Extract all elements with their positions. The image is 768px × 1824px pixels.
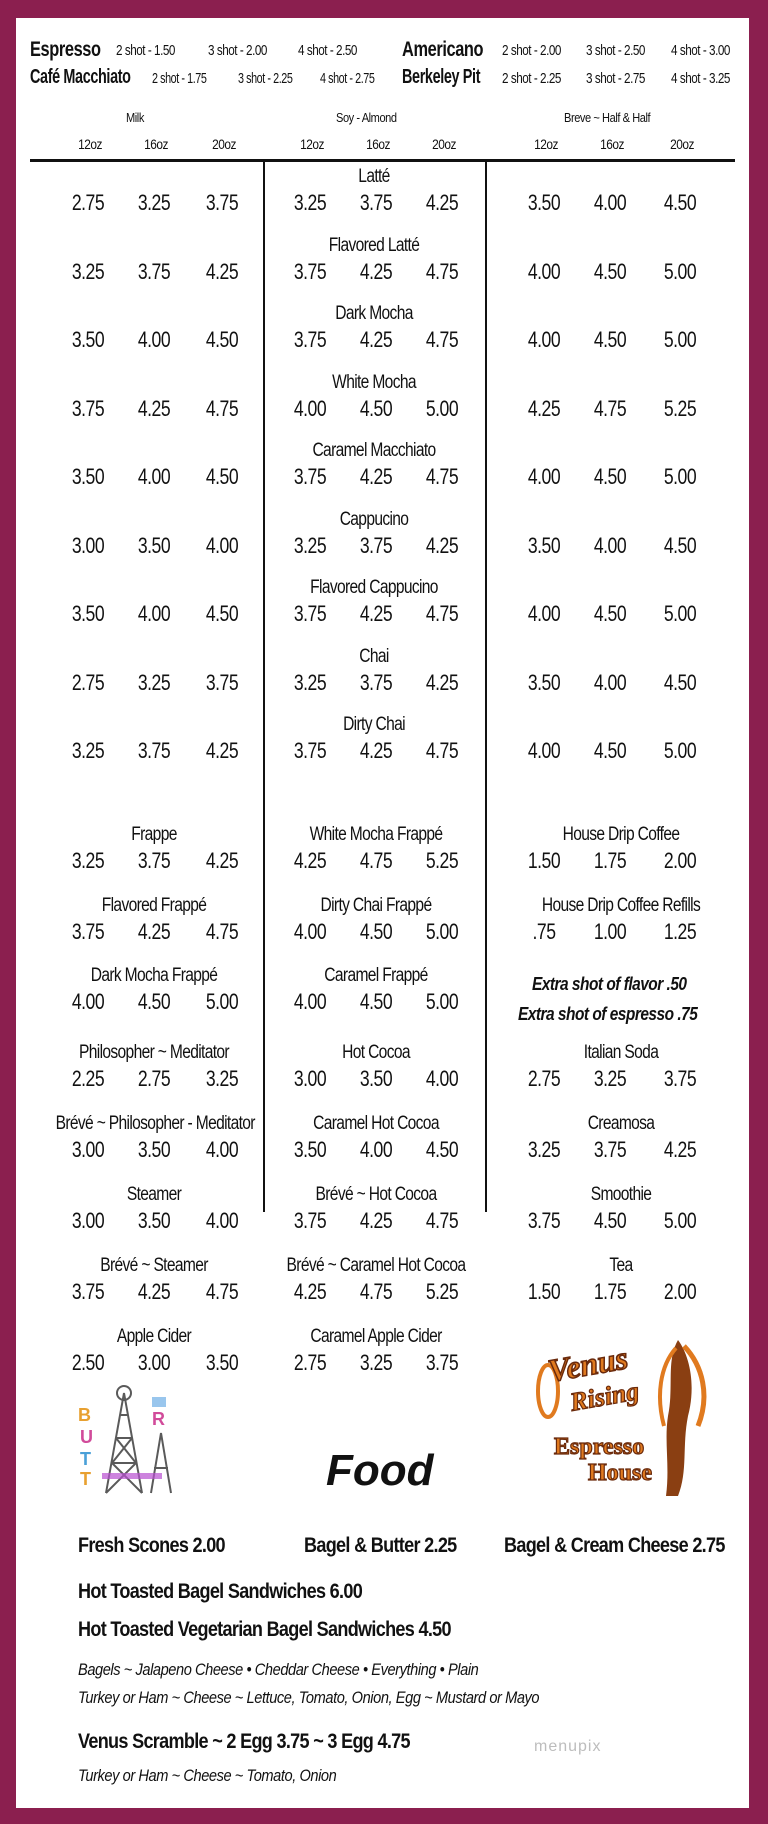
price-breve: 4.25: [527, 395, 561, 421]
price-soy: 4.25: [359, 601, 393, 626]
price-milk: 2.75: [71, 669, 105, 695]
menu-item-name: Caramel Hot Cocoa: [313, 1113, 439, 1134]
menu-item-price: 4.50: [359, 989, 393, 1014]
menu-item-price: 4.25: [293, 848, 327, 873]
menu-item-price: 2.75: [527, 1066, 561, 1091]
menu-item-price: 3.00: [137, 1350, 171, 1375]
menu-item-price: 4.25: [137, 918, 171, 944]
watermark: menupix: [534, 1738, 602, 1755]
menu-item-price: 5.00: [425, 989, 459, 1014]
menu-item-price: 3.00: [293, 1066, 327, 1091]
menu-item-name: Hot Cocoa: [342, 1042, 410, 1063]
price-soy: 4.75: [425, 327, 459, 352]
price-milk: 3.25: [137, 190, 171, 215]
price-soy: 4.25: [425, 669, 459, 695]
menu-item-price: 3.50: [137, 1208, 171, 1233]
menu-item-price: 4.75: [359, 848, 393, 873]
price-milk: 4.00: [137, 327, 171, 352]
menu-item-price: 2.25: [71, 1066, 105, 1091]
price-soy: 4.25: [359, 464, 393, 489]
menu-item-price: 2.00: [663, 1279, 697, 1304]
menu-item-price: 5.00: [205, 989, 239, 1014]
menu-item-price: 4.00: [205, 1208, 239, 1233]
venus-scramble: Venus Scramble ~ 2 Egg 3.75 ~ 3 Egg 4.75: [78, 1730, 410, 1753]
menu-item-price: 3.25: [359, 1350, 393, 1375]
menu-item-name: Steamer: [126, 1184, 182, 1205]
svg-text:T: T: [80, 1469, 91, 1489]
price-milk: 3.75: [71, 395, 105, 421]
espresso-price-2: 2 shot - 1.50: [116, 42, 175, 59]
menu-item-price: 5.00: [663, 1208, 697, 1233]
menu-item-price: 3.75: [71, 918, 105, 944]
drink-name: Caramel Macchiato: [312, 440, 436, 461]
menu-item-price: 2.50: [71, 1350, 105, 1375]
price-soy: 4.25: [359, 327, 393, 352]
price-milk: 3.25: [71, 738, 105, 763]
sandwich-fillings: Turkey or Ham ~ Cheese ~ Lettuce, Tomato, Onion, Egg ~ Mustard or Mayo: [78, 1688, 540, 1707]
price-milk: 3.25: [71, 258, 105, 284]
menu-item-name: Brévé ~ Caramel Hot Cocoa: [286, 1255, 466, 1276]
price-milk: 4.00: [137, 601, 171, 626]
menu-item-price: 3.00: [71, 1137, 105, 1162]
menu-item-price: 3.75: [527, 1208, 561, 1233]
americano-price-4: 4 shot - 3.00: [671, 42, 730, 59]
menu-item-name: Brévé ~ Philosopher - Meditator: [55, 1113, 255, 1134]
menu-item-price: 4.75: [205, 918, 239, 944]
price-milk: 4.00: [205, 532, 239, 558]
drink-name: Latté: [358, 166, 390, 187]
price-soy: 3.75: [293, 738, 327, 763]
column-divider-right: [485, 162, 487, 1212]
price-soy: 4.25: [425, 190, 459, 215]
price-soy: 3.75: [293, 464, 327, 489]
price-soy: 4.75: [425, 738, 459, 763]
price-breve: 5.00: [663, 464, 697, 489]
price-milk: 3.75: [205, 190, 239, 215]
americano-price-2: 2 shot - 2.00: [502, 42, 561, 59]
price-milk: 3.75: [137, 738, 171, 763]
drink-name: Dark Mocha: [335, 303, 413, 324]
menu-item-name: Apple Cider: [116, 1326, 192, 1347]
menu-item-name: Philosopher ~ Meditator: [79, 1042, 229, 1063]
menu-item-price: 1.75: [593, 1279, 627, 1304]
menu-item-name: Italian Soda: [583, 1042, 659, 1063]
menu-item-name: White Mocha Frappé: [309, 824, 443, 845]
drink-name: Cappucino: [339, 508, 409, 530]
menu-item-price: 2.75: [137, 1066, 171, 1091]
price-breve: 4.50: [663, 532, 697, 558]
price-breve: 4.50: [663, 190, 697, 215]
price-breve: 4.50: [593, 327, 627, 352]
size-header-soy-2: 16oz: [366, 136, 390, 152]
menu-item-price: .75: [532, 918, 556, 944]
price-milk: 3.00: [71, 532, 105, 558]
rising-logo-word: Rising: [567, 1376, 642, 1417]
menu-item-price: 4.75: [205, 1279, 239, 1304]
price-milk: 3.50: [137, 532, 171, 558]
menu-item-price: 4.25: [663, 1137, 697, 1162]
price-milk: 3.75: [205, 669, 239, 695]
menu-item-price: 4.00: [425, 1066, 459, 1091]
menu-item-name: Brévé ~ Hot Cocoa: [315, 1184, 437, 1205]
price-breve: 4.00: [593, 532, 627, 558]
menu-item-price: 1.50: [527, 848, 561, 873]
column-divider-left: [263, 162, 265, 1212]
menu-item-name: Caramel Frappé: [324, 965, 428, 986]
menu-item-price: 1.25: [663, 918, 697, 944]
menu-item-price: 3.25: [71, 848, 105, 873]
price-breve: 3.50: [527, 190, 561, 215]
price-soy: 4.50: [359, 395, 393, 421]
price-soy: 4.00: [293, 395, 327, 421]
price-breve: 3.50: [527, 669, 561, 695]
menu-item-price: 1.75: [593, 848, 627, 873]
menu-item-price: 2.00: [663, 848, 697, 873]
menu-item-price: 3.50: [359, 1066, 393, 1091]
price-soy: 3.75: [293, 327, 327, 352]
price-milk: 4.50: [205, 464, 239, 489]
price-soy: 3.25: [293, 669, 327, 695]
price-breve: 5.25: [663, 395, 697, 421]
menu-item-price: 4.25: [205, 848, 239, 873]
berkeley-label: Berkeley Pit: [402, 66, 481, 88]
butte-logo: [66, 1373, 192, 1499]
menu-item-price: 4.75: [425, 1208, 459, 1233]
price-milk: 4.25: [205, 258, 239, 284]
butte-logo-text: B: [78, 1405, 91, 1425]
menu-item-price: 2.75: [293, 1350, 327, 1375]
price-soy: 4.75: [425, 464, 459, 489]
menu-item-price: 3.25: [205, 1066, 239, 1091]
menu-item-name: House Drip Coffee Refills: [541, 894, 701, 916]
menu-item-name: Smoothie: [590, 1184, 652, 1205]
menu-item-price: 4.75: [359, 1279, 393, 1304]
menu-item-price: 3.75: [137, 848, 171, 873]
price-milk: 4.25: [137, 395, 171, 421]
size-header-breve-3: 20oz: [670, 136, 694, 152]
size-header-breve-1: 12oz: [534, 136, 558, 152]
size-header-milk-2: 16oz: [144, 136, 168, 152]
price-milk: 2.75: [71, 190, 105, 215]
menu-item-price: 4.50: [425, 1137, 459, 1162]
price-breve: 5.00: [663, 601, 697, 626]
menu-item-price: 1.50: [527, 1279, 561, 1304]
price-milk: 4.75: [205, 395, 239, 421]
price-soy: 4.25: [425, 532, 459, 558]
svg-text:T: T: [80, 1449, 91, 1469]
menu-item-price: 3.50: [293, 1137, 327, 1162]
size-header-soy-1: 12oz: [300, 136, 324, 152]
espresso-label: Espresso: [30, 38, 101, 61]
price-breve: 4.50: [593, 464, 627, 489]
menu-item-price: 4.50: [359, 918, 393, 944]
drink-name: White Mocha: [332, 371, 416, 393]
menu-card: [16, 18, 749, 1808]
price-breve: 4.00: [527, 327, 561, 352]
berkeley-price-3: 3 shot - 2.75: [586, 70, 645, 87]
menu-item-price: 4.50: [137, 989, 171, 1014]
menu-item-price: 3.25: [593, 1066, 627, 1091]
menu-item-price: 1.00: [593, 918, 627, 944]
price-breve: 4.00: [593, 190, 627, 215]
price-milk: 3.50: [71, 327, 105, 352]
menu-item-name: Flavored Frappé: [101, 894, 207, 916]
price-milk: 4.25: [205, 738, 239, 763]
price-soy: 4.75: [425, 601, 459, 626]
price-milk: 3.75: [137, 258, 171, 284]
bagel-types: Bagels ~ Jalapeno Cheese • Cheddar Cheese • Everything • Plain: [78, 1660, 479, 1679]
venus-logo-word: Venus: [545, 1339, 631, 1389]
menu-item-price: 3.75: [663, 1066, 697, 1091]
size-header-breve-2: 16oz: [600, 136, 624, 152]
drink-name: Dirty Chai: [343, 714, 405, 735]
menu-item-name: Creamosa: [587, 1113, 655, 1134]
price-soy: 3.25: [293, 190, 327, 215]
drink-name: Flavored Cappucino: [310, 577, 438, 598]
menu-item-price: 3.75: [71, 1279, 105, 1304]
macchiato-price-2: 2 shot - 1.75: [152, 70, 207, 87]
price-soy: 5.00: [425, 395, 459, 421]
price-breve: 4.00: [527, 738, 561, 763]
mining-headframe-icon: [66, 1373, 192, 1499]
breve-heading: Breve ~ Half & Half: [564, 110, 651, 125]
hot-bagel-sandwiches: Hot Toasted Bagel Sandwiches 6.00: [78, 1580, 363, 1603]
menu-item-price: 5.25: [425, 848, 459, 873]
food-title: Food: [326, 1446, 434, 1495]
espresso-price-4: 4 shot - 2.50: [298, 42, 357, 59]
price-breve: 4.00: [527, 601, 561, 626]
menu-item-name: Caramel Apple Cider: [310, 1326, 442, 1347]
extra-flavor-note: Extra shot of flavor .50: [532, 974, 687, 994]
menu-item-price: 4.50: [593, 1208, 627, 1233]
price-soy: 3.75: [359, 669, 393, 695]
menu-item-price: 3.00: [71, 1208, 105, 1233]
milk-heading: Milk: [126, 110, 144, 125]
menu-item-price: 4.25: [359, 1208, 393, 1233]
price-breve: 4.00: [527, 464, 561, 489]
menu-item-price: 3.75: [425, 1350, 459, 1375]
menu-item-price: 3.25: [527, 1137, 561, 1162]
scramble-fillings: Turkey or Ham ~ Cheese ~ Tomato, Onion: [78, 1766, 337, 1785]
price-soy: 4.25: [359, 738, 393, 763]
menu-item-name: House Drip Coffee: [562, 824, 680, 845]
price-milk: 4.50: [205, 327, 239, 352]
price-soy: 3.75: [359, 190, 393, 215]
price-breve: 5.00: [663, 327, 697, 352]
svg-text:R: R: [152, 1409, 165, 1429]
drink-name: Chai: [359, 645, 389, 667]
size-header-milk-3: 20oz: [212, 136, 236, 152]
menu-item-name: Frappe: [131, 824, 177, 845]
price-breve: 4.75: [593, 395, 627, 421]
house-logo-word: House: [588, 1460, 653, 1486]
menu-item-price: 4.00: [71, 989, 105, 1014]
price-breve: 4.00: [593, 669, 627, 695]
price-milk: 3.50: [71, 601, 105, 626]
menu-item-price: 3.50: [137, 1137, 171, 1162]
macchiato-label: Café Macchiato: [30, 66, 131, 88]
menu-item-name: Dark Mocha Frappé: [90, 965, 218, 986]
header-divider: [30, 159, 735, 162]
americano-label: Americano: [402, 38, 484, 61]
bagel-butter: Bagel & Butter 2.25: [304, 1534, 457, 1557]
menu-item-name: Brévé ~ Steamer: [100, 1255, 208, 1276]
macchiato-price-3: 3 shot - 2.25: [238, 70, 293, 87]
price-milk: 3.25: [137, 669, 171, 695]
size-header-soy-3: 20oz: [432, 136, 456, 152]
price-breve: 5.00: [663, 258, 697, 284]
americano-price-3: 3 shot - 2.50: [586, 42, 645, 59]
price-breve: 4.50: [593, 738, 627, 763]
menu-item-price: 4.25: [137, 1279, 171, 1304]
price-breve: 4.50: [593, 601, 627, 626]
espresso-price-3: 3 shot - 2.00: [208, 42, 267, 59]
menu-item-price: 3.50: [205, 1350, 239, 1375]
menu-item-price: 4.00: [293, 918, 327, 944]
berkeley-price-4: 4 shot - 3.25: [671, 70, 730, 87]
menu-item-price: 3.75: [293, 1208, 327, 1233]
menu-item-price: 4.00: [293, 989, 327, 1014]
menu-item-price: 5.00: [425, 918, 459, 944]
price-soy: 4.75: [425, 258, 459, 284]
menu-item-name: Tea: [609, 1255, 633, 1276]
menu-item-price: 4.00: [359, 1137, 393, 1162]
macchiato-price-4: 4 shot - 2.75: [320, 70, 375, 87]
espresso-logo-word: Espresso: [554, 1434, 645, 1460]
price-soy: 3.75: [359, 532, 393, 558]
price-soy: 4.25: [359, 258, 393, 284]
price-milk: 4.00: [137, 464, 171, 489]
price-milk: 3.50: [71, 464, 105, 489]
price-breve: 5.00: [663, 738, 697, 763]
menu-item-price: 4.25: [293, 1279, 327, 1304]
price-breve: 4.50: [593, 258, 627, 284]
veg-bagel-sandwiches: Hot Toasted Vegetarian Bagel Sandwiches 4.50: [78, 1618, 451, 1641]
menu-item-price: 3.75: [593, 1137, 627, 1162]
menu-item-price: 4.00: [205, 1137, 239, 1162]
menu-item-name: Dirty Chai Frappé: [320, 894, 432, 916]
soy-heading: Soy - Almond: [336, 110, 397, 125]
price-breve: 3.50: [527, 532, 561, 558]
drink-name: Flavored Latté: [328, 234, 420, 256]
venus-rising-logo: [528, 1336, 728, 1501]
price-soy: 3.25: [293, 532, 327, 558]
price-breve: 4.50: [663, 669, 697, 695]
price-soy: 3.75: [293, 258, 327, 284]
fresh-scones: Fresh Scones 2.00: [78, 1534, 225, 1557]
extra-espresso-note: Extra shot of espresso .75: [518, 1004, 698, 1024]
price-milk: 4.50: [205, 601, 239, 626]
svg-text:U: U: [80, 1427, 93, 1447]
size-header-milk-1: 12oz: [78, 136, 102, 152]
bagel-cream-cheese: Bagel & Cream Cheese 2.75: [504, 1534, 725, 1557]
price-soy: 3.75: [293, 601, 327, 626]
menu-item-price: 5.25: [425, 1279, 459, 1304]
berkeley-price-2: 2 shot - 2.25: [502, 70, 561, 87]
price-breve: 4.00: [527, 258, 561, 284]
